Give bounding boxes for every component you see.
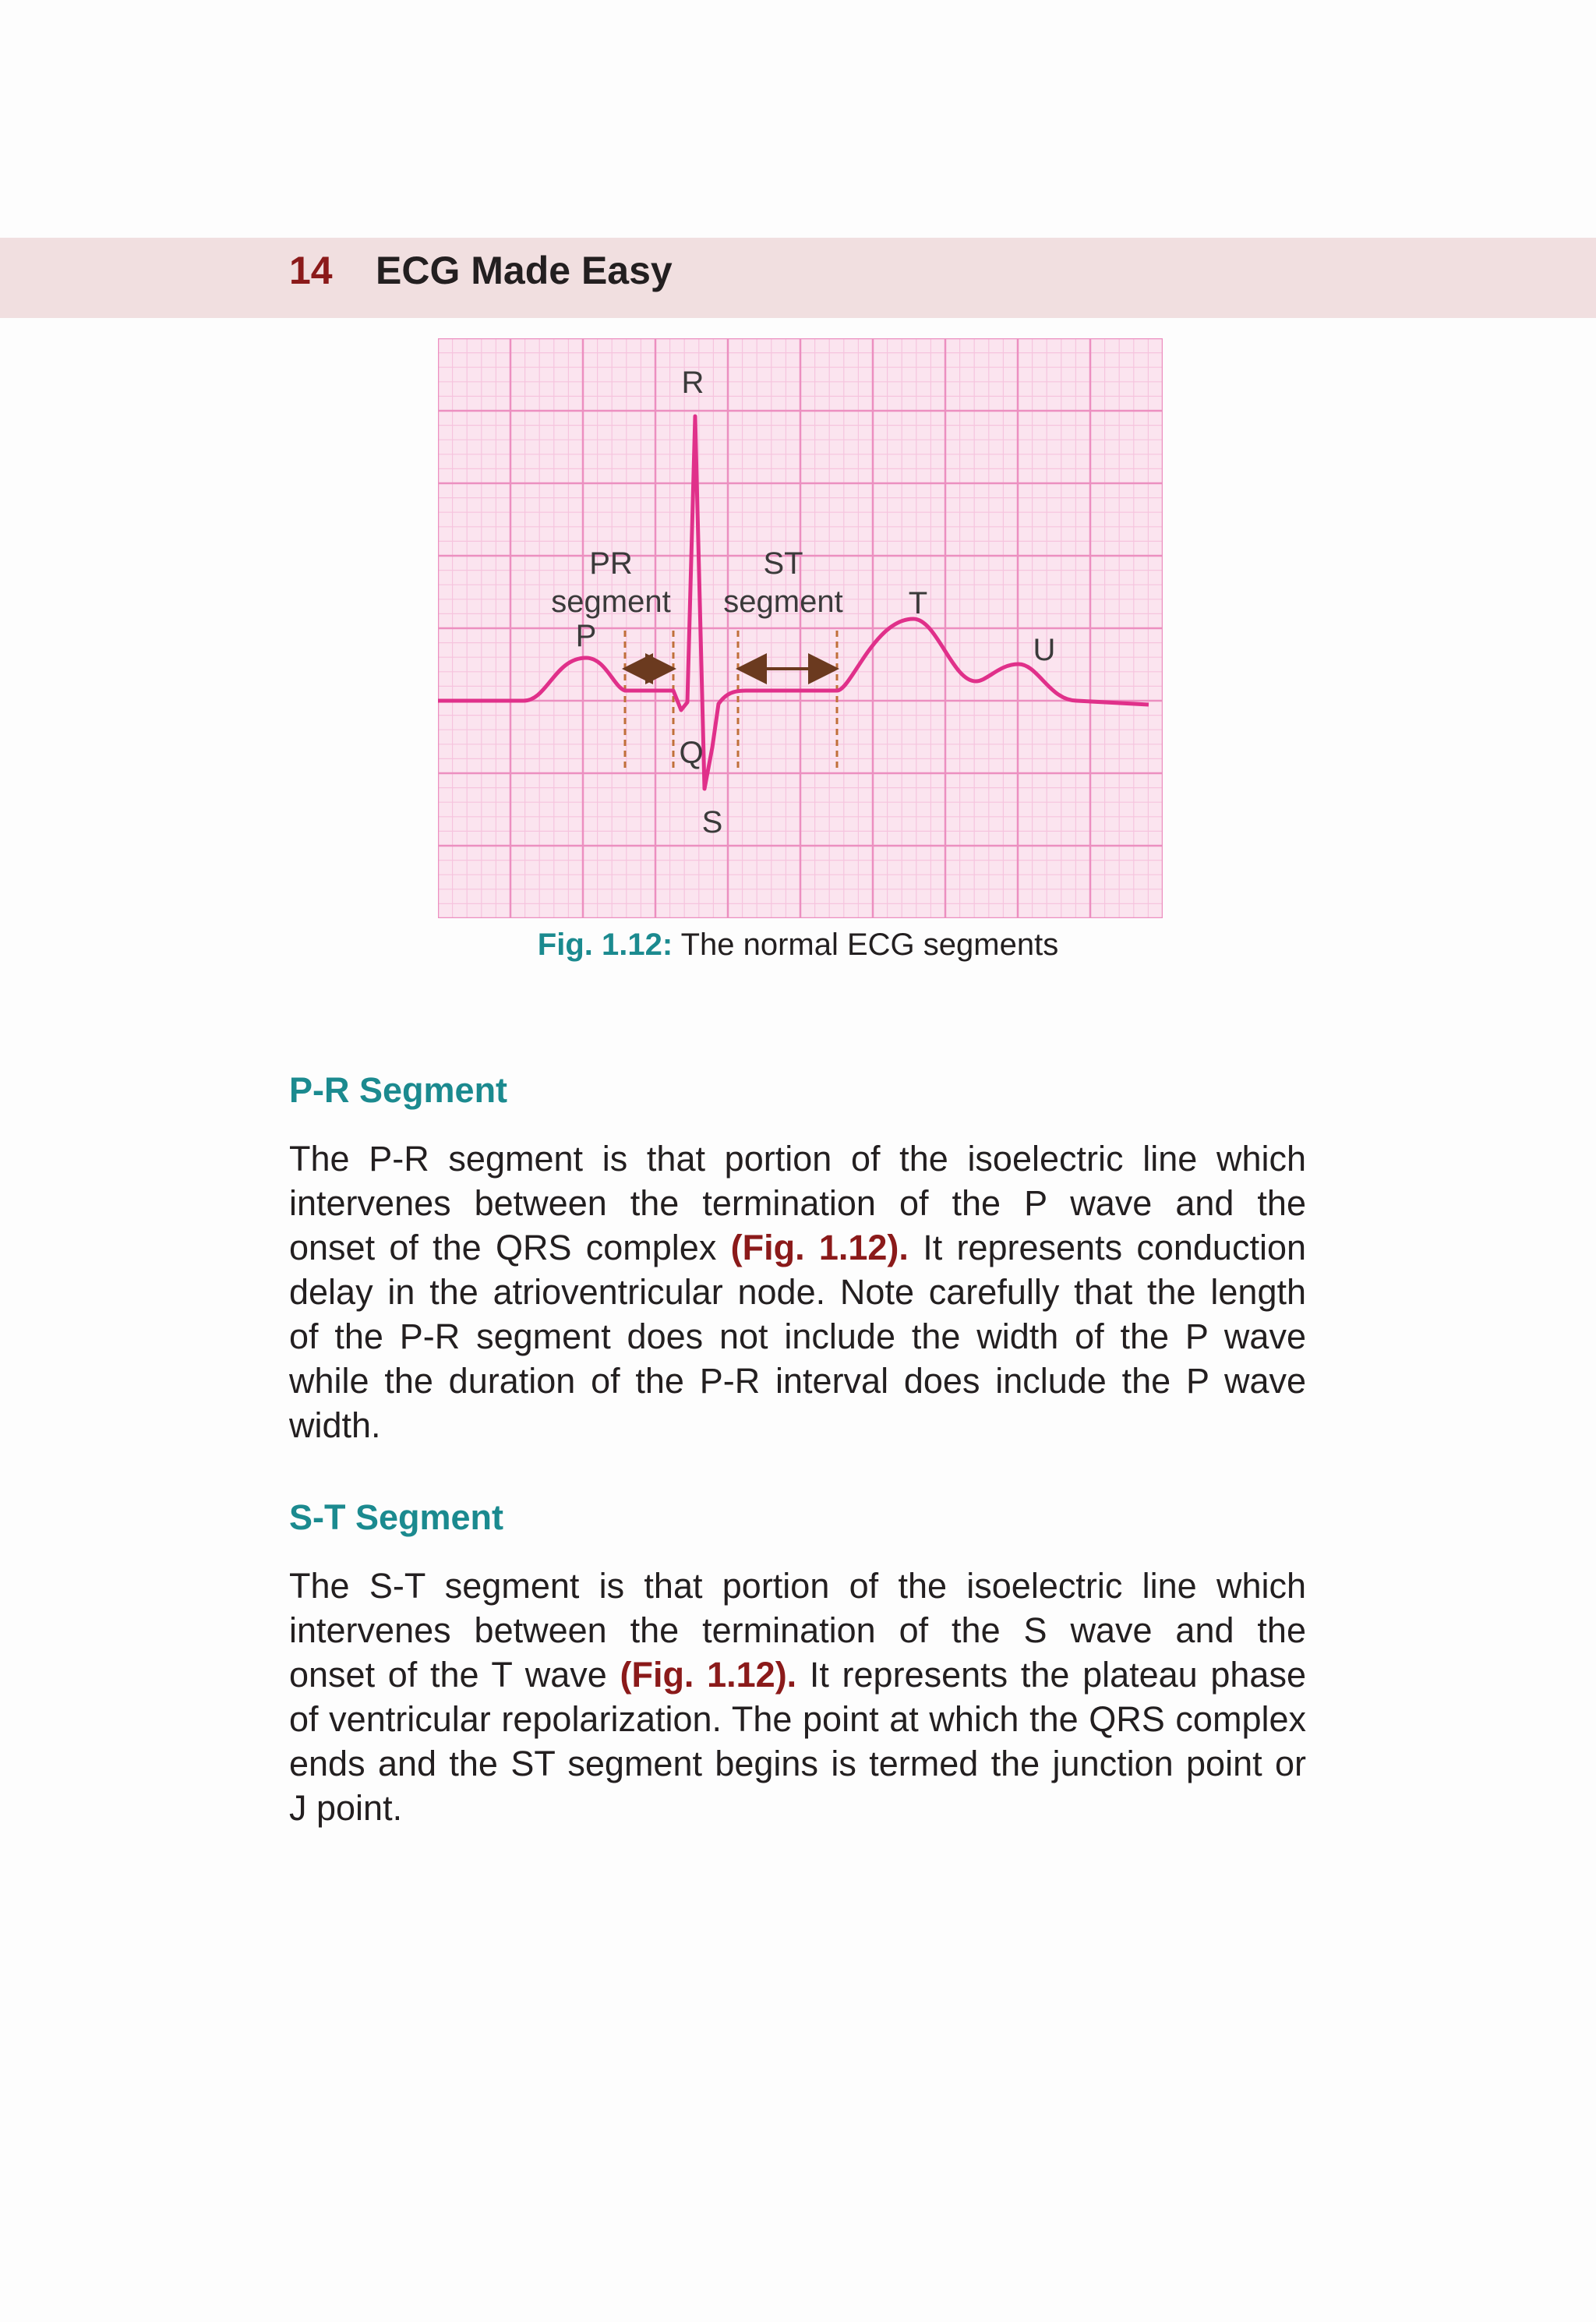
paragraph-pr-segment: [289, 1136, 1306, 1447]
paragraph-line: of the P-R segment does not include the width of the P wave: [289, 1317, 1306, 1356]
label-pr-line1: PR: [589, 546, 633, 581]
figure-reference: (Fig. 1.12).: [730, 1228, 909, 1267]
label-p: P: [575, 619, 597, 653]
paragraph-st-segment: [289, 1564, 1306, 1830]
paragraph-line: The S-T segment is that portion of the isoelectric line which: [289, 1566, 1306, 1606]
paragraph-line: intervenes between the termination of the S wave and the: [289, 1610, 1306, 1650]
paragraph-line: while the duration of the P-R interval does include the P wave: [289, 1361, 1306, 1401]
section-heading-pr-segment: P-R Segment: [289, 1070, 508, 1110]
label-s: S: [701, 805, 723, 839]
label-st-line1: ST: [763, 546, 803, 581]
ecg-diagram: [438, 338, 1163, 918]
paragraph-text: It represents the plateau phase: [796, 1655, 1306, 1695]
ecg-figure: [438, 338, 1163, 918]
paragraph-line: J point.: [289, 1788, 403, 1828]
label-q: Q: [679, 736, 704, 770]
figure-caption-text: The normal ECG segments: [680, 928, 1059, 962]
paragraph-text: onset of the QRS complex: [289, 1228, 731, 1267]
figure-caption: [0, 928, 1596, 963]
label-r: R: [681, 366, 704, 400]
section-heading-st-segment: S-T Segment: [289, 1497, 504, 1537]
paragraph-text: It represents conduction: [908, 1228, 1307, 1267]
book-title: ECG Made Easy: [376, 249, 673, 292]
paragraph-line: intervenes between the termination of the P wave and the: [289, 1183, 1306, 1223]
paragraph-line: The P-R segment is that portion of the isoelectric line which: [289, 1139, 1306, 1179]
label-st-line2: segment: [723, 585, 843, 619]
paragraph-line: of ventricular repolarization. The point at which the QRS complex: [289, 1699, 1306, 1739]
label-u: U: [1033, 633, 1056, 667]
page-number: 14: [289, 249, 333, 292]
paragraph-line: ends and the ST segment begins is termed the junction point or: [289, 1744, 1306, 1783]
paragraph-line: delay in the atrioventricular node. Note carefully that the length: [289, 1272, 1306, 1312]
paragraph-line: [289, 1652, 1306, 1697]
figure-reference: (Fig. 1.12).: [620, 1655, 797, 1695]
running-header-band: [0, 238, 1596, 318]
paragraph-text: onset of the T wave: [289, 1655, 620, 1695]
paragraph-line: width.: [289, 1405, 381, 1445]
label-t: T: [908, 586, 928, 620]
paragraph-line: [289, 1225, 1306, 1270]
label-pr-line2: segment: [551, 585, 671, 619]
figure-caption-label: Fig. 1.12:: [537, 928, 673, 962]
